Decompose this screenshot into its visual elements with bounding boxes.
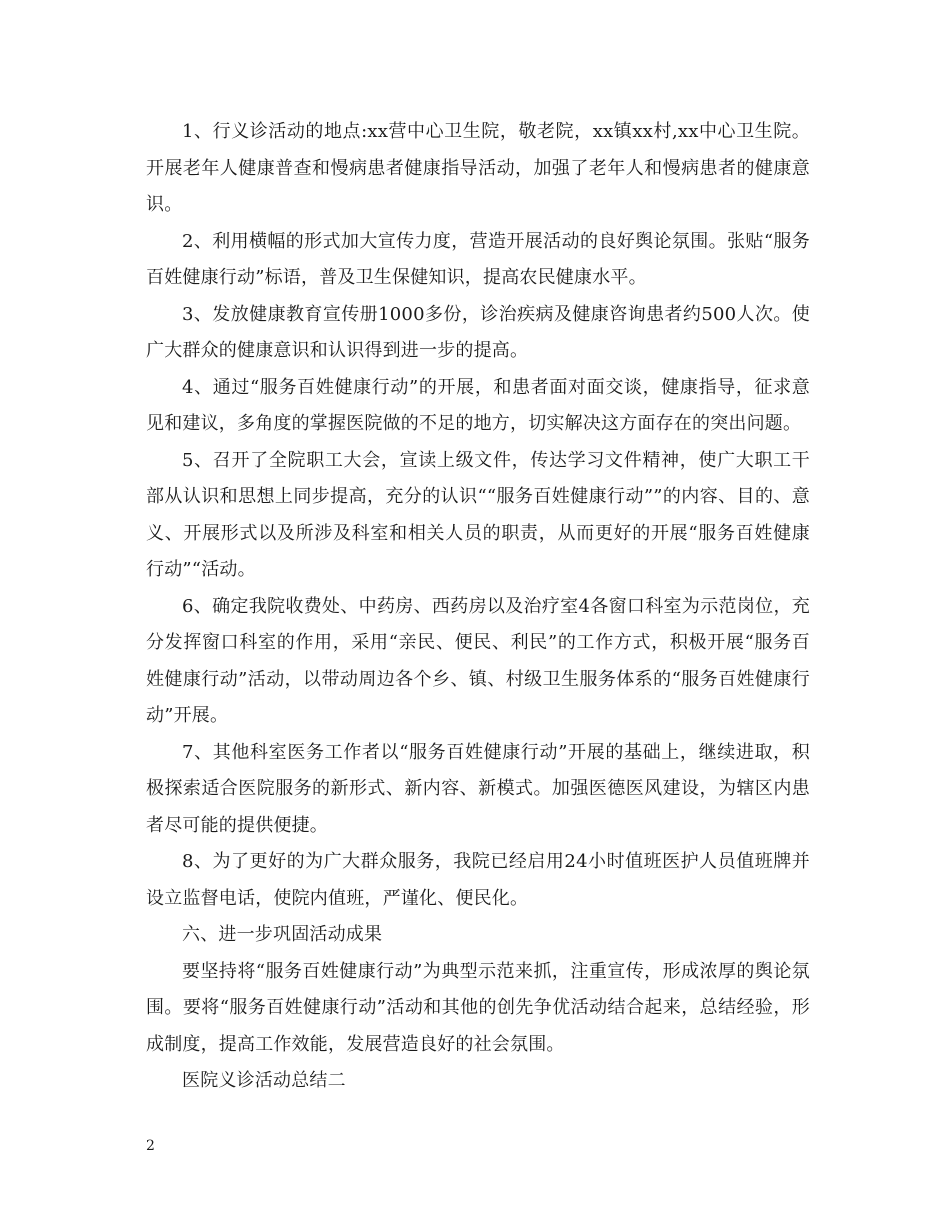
document-body — [146, 114, 810, 1100]
paragraph-banner: 2、利用横幅的形式加大宣传力度，营造开展活动的良好舆论氛围。张贴“服务百姓健康行动”标语，普及卫生保健知识，提高农民健康水平。 — [146, 230, 810, 288]
paragraph-staff-meeting: 5、召开了全院职工大会，宣读上级文件，传达学习文件精神，使广大职工干部从认识和思想上同步提高，充分的认识““服务百姓健康行动””的内容、目的、意义、开展形式以及所涉及科室和相关人员的职责，从而更好的开展“服务百姓健康行动”“活动。 — [146, 449, 810, 580]
paragraph-venue: 1、行义诊活动的地点:xx营中心卫生院，敬老院，xx镇xx村,xx中心卫生院。开展老年人健康普查和慢病患者健康指导活动，加强了老年人和慢病患者的健康意识。 — [146, 121, 810, 215]
paragraph-demo-posts: 6、确定我院收费处、中药房、西药房以及治疗室4各窗口科室为示范岗位，充分发挥窗口科室的作用，采用“亲民、便民、利民”的工作方式，积极开展“服务百姓健康行动”活动，以带动周边各个乡、镇、村级卫生服务体系的“服务百姓健康行动”开展。 — [146, 595, 810, 726]
paragraph-duty-board: 8、为了更好的为广大群众服务，我院已经启用24小时值班医护人员值班牌并设立监督电话，使院内值班，严谨化、便民化。 — [146, 851, 810, 909]
paragraph-other-departments: 7、其他科室医务工作者以“服务百姓健康行动”开展的基础上，继续进取，积极探索适合医院服务的新形式、新内容、新模式。加强医德医风建设，为辖区内患者尽可能的提供便捷。 — [146, 741, 810, 836]
paragraph-consolidate: 要坚持将“服务百姓健康行动”为典型示范来抓，注重宣传，形成浓厚的舆论氛围。要将“服务百姓健康行动”活动和其他的创先争优活动结合起来，总结经验，形成制度，提高工作效能，发展营造良好的社会氛围。 — [146, 960, 810, 1055]
next-section-title: 医院义诊活动总结二 — [182, 1070, 346, 1091]
page-number: 2 — [146, 1138, 155, 1154]
paragraph-brochure: 3、发放健康教育宣传册1000多份，诊治疾病及健康咨询患者约500人次。使广大群众的健康意识和认识得到进一步的提高。 — [146, 303, 810, 361]
paragraph-dialogue: 4、通过“服务百姓健康行动”的开展，和患者面对面交谈，健康指导，征求意见和建议，多角度的掌握医院做的不足的地方，切实解决这方面存在的突出问题。 — [146, 376, 810, 434]
section-heading: 六、进一步巩固活动成果 — [182, 924, 383, 945]
